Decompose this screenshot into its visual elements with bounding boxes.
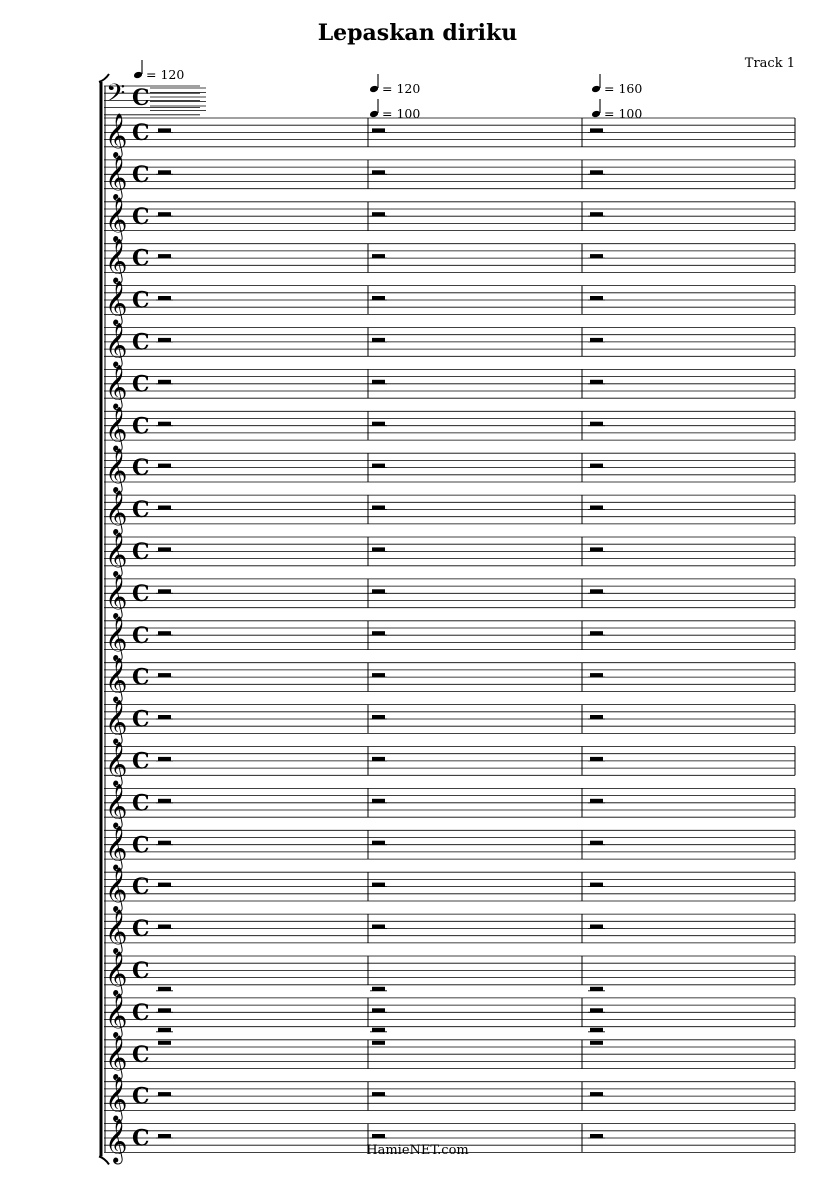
half-rest-icon (590, 212, 603, 216)
treble-clef-icon: 𝄞 (105, 154, 128, 199)
treble-staff (104, 742, 795, 788)
time-signature: C (132, 413, 150, 440)
half-rest-icon (372, 757, 385, 761)
half-rest-icon (372, 1028, 385, 1032)
half-rest-icon (158, 883, 171, 887)
time-signature: C (132, 371, 150, 398)
treble-staff (104, 490, 795, 536)
time-signature: C (132, 916, 150, 943)
treble-clef-icon: 𝄞 (105, 909, 128, 954)
time-signature: C (132, 664, 150, 691)
treble-staff (104, 658, 795, 704)
treble-clef-icon: 𝄞 (105, 867, 128, 912)
time-signature: C (132, 539, 150, 565)
half-rest-icon (590, 799, 603, 803)
half-rest-icon (158, 589, 171, 593)
half-rest-icon (372, 547, 385, 551)
tempo-label: = 160 (604, 81, 643, 96)
treble-staff (104, 406, 795, 452)
treble-staff (104, 323, 795, 369)
half-rest-icon (158, 128, 171, 132)
half-rest-icon (372, 841, 385, 845)
time-signature: C (132, 120, 150, 146)
time-signature: C (132, 245, 150, 272)
tempo-label: = 120 (146, 67, 185, 82)
half-rest-icon (590, 547, 603, 551)
treble-staff (104, 448, 795, 494)
time-signature: C (132, 580, 150, 607)
half-rest-icon (372, 631, 385, 635)
treble-staff (104, 364, 795, 410)
half-rest-icon (372, 1008, 385, 1012)
half-rest-icon (372, 1041, 385, 1045)
half-rest-icon (158, 1008, 171, 1012)
treble-clef-icon: 𝄞 (105, 699, 128, 744)
half-rest-icon (158, 338, 171, 342)
half-rest-icon (590, 841, 603, 845)
half-rest-icon (372, 1134, 385, 1138)
time-signature: C (132, 999, 150, 1026)
half-rest-icon (158, 422, 171, 426)
treble-staff (104, 281, 795, 327)
time-signature: C (132, 497, 150, 524)
bass-staff (104, 60, 642, 121)
half-rest-icon (590, 128, 603, 132)
half-rest-icon (590, 254, 603, 258)
half-rest-icon (372, 422, 385, 426)
tempo-mark (369, 74, 420, 96)
time-signature: C (132, 874, 150, 901)
half-rest-icon (158, 1028, 171, 1032)
treble-staff (104, 700, 795, 746)
treble-clef-icon: 𝄞 (105, 615, 128, 660)
treble-clef-icon: 𝄞 (105, 573, 128, 618)
treble-clef-icon: 𝄞 (105, 741, 128, 786)
track-label: Track 1 (744, 56, 795, 71)
half-rest-icon (590, 422, 603, 426)
time-signature: C (132, 161, 150, 188)
half-rest-icon (158, 506, 171, 510)
half-rest-icon (158, 715, 171, 719)
treble-staves (104, 113, 795, 1165)
half-rest-icon (590, 987, 603, 991)
treble-staff (104, 574, 795, 620)
half-rest-icon (372, 380, 385, 384)
time-signature: C (132, 832, 150, 859)
half-rest-icon (158, 1134, 171, 1138)
time-signature: C (132, 790, 150, 817)
time-signature: C (132, 958, 150, 984)
half-rest-icon (372, 925, 385, 929)
score-title: Lepaskan diriku (317, 20, 518, 46)
half-rest-icon (158, 987, 171, 991)
treble-clef-icon: 𝄞 (105, 783, 128, 828)
half-rest-icon (372, 506, 385, 510)
treble-staff (104, 783, 795, 829)
half-rest-icon (590, 1092, 603, 1096)
half-rest-icon (158, 1041, 171, 1045)
half-rest-icon (158, 254, 171, 258)
tempo-label: = 100 (604, 106, 643, 121)
treble-clef-icon: 𝄞 (105, 490, 128, 535)
treble-staff (104, 239, 795, 285)
half-rest-icon (158, 296, 171, 300)
half-rest-icon (372, 987, 385, 991)
treble-clef-icon: 𝄞 (105, 1118, 128, 1163)
treble-clef-icon: 𝄞 (105, 113, 128, 157)
treble-staff (104, 532, 795, 578)
half-rest-icon (590, 883, 603, 887)
time-signature: C (132, 1041, 150, 1068)
treble-clef-icon: 𝄞 (105, 825, 128, 870)
tempo-label: = 100 (382, 106, 421, 121)
half-rest-icon (590, 506, 603, 510)
treble-clef-icon: 𝄞 (105, 406, 128, 451)
treble-staff (104, 1028, 795, 1081)
time-signature: C (132, 203, 150, 230)
time-signature: C (132, 1083, 150, 1110)
half-rest-icon (158, 464, 171, 468)
treble-clef-icon: 𝄞 (105, 1034, 128, 1079)
half-rest-icon (158, 925, 171, 929)
treble-clef-icon: 𝄞 (105, 532, 128, 576)
half-rest-icon (590, 673, 603, 677)
half-rest-icon (590, 757, 603, 761)
half-rest-icon (590, 1041, 603, 1045)
treble-staff (104, 1077, 795, 1123)
half-rest-icon (372, 799, 385, 803)
treble-clef-icon: 𝄞 (105, 196, 128, 241)
treble-staff (104, 993, 795, 1039)
half-rest-icon (590, 338, 603, 342)
treble-clef-icon: 𝄞 (105, 657, 128, 702)
half-rest-icon (590, 170, 603, 174)
footer-credit: HamieNET.com (366, 1143, 469, 1158)
treble-staff (104, 909, 795, 955)
half-rest-icon (158, 757, 171, 761)
half-rest-icon (590, 631, 603, 635)
half-rest-icon (158, 212, 171, 216)
half-rest-icon (372, 296, 385, 300)
treble-clef-icon: 𝄞 (105, 448, 128, 493)
time-signature: C (132, 622, 150, 649)
half-rest-icon (372, 673, 385, 677)
half-rest-icon (372, 883, 385, 887)
treble-staff (104, 113, 795, 159)
half-rest-icon (372, 715, 385, 719)
tempo-mark (133, 60, 184, 82)
half-rest-icon (372, 170, 385, 174)
half-rest-icon (158, 170, 171, 174)
half-rest-icon (590, 464, 603, 468)
half-rest-icon (590, 1028, 603, 1032)
half-rest-icon (158, 380, 171, 384)
treble-clef-icon: 𝄞 (105, 280, 128, 325)
treble-clef-icon: 𝄞 (105, 364, 128, 409)
half-rest-icon (590, 589, 603, 593)
half-rest-icon (590, 296, 603, 300)
time-signature: C (132, 455, 150, 482)
treble-clef-icon: 𝄞 (105, 992, 128, 1037)
treble-staff (104, 616, 795, 662)
half-rest-icon (158, 547, 171, 551)
treble-clef-icon: 𝄞 (105, 1076, 128, 1121)
half-rest-icon (590, 1008, 603, 1012)
half-rest-icon (158, 841, 171, 845)
half-rest-icon (590, 715, 603, 719)
tempo-label: = 120 (382, 81, 421, 96)
time-signature: C (132, 706, 150, 733)
treble-staff (104, 197, 795, 243)
time-signature: C (132, 329, 150, 356)
half-rest-icon (158, 799, 171, 803)
treble-clef-icon: 𝄞 (105, 951, 128, 995)
treble-staff (104, 825, 795, 871)
time-signature: C (132, 1125, 150, 1152)
time-signature: C (132, 748, 150, 775)
half-rest-icon (372, 1092, 385, 1096)
half-rest-icon (590, 925, 603, 929)
half-rest-icon (372, 589, 385, 593)
treble-clef-icon: 𝄞 (105, 238, 128, 283)
half-rest-icon (372, 464, 385, 468)
treble-clef-icon: 𝄞 (105, 322, 128, 367)
treble-staff (104, 951, 795, 997)
half-rest-icon (158, 631, 171, 635)
half-rest-icon (372, 254, 385, 258)
half-rest-icon (590, 380, 603, 384)
bass-clef-icon: 𝄢 (106, 79, 126, 114)
time-signature: C (132, 287, 150, 314)
time-signature: C (132, 85, 150, 111)
half-rest-icon (372, 212, 385, 216)
half-rest-icon (372, 338, 385, 342)
treble-staff (104, 155, 795, 201)
half-rest-icon (372, 128, 385, 132)
half-rest-icon (158, 673, 171, 677)
half-rest-icon (158, 1092, 171, 1096)
half-rest-icon (590, 1134, 603, 1138)
tempo-mark (591, 74, 642, 96)
treble-staff (104, 867, 795, 913)
